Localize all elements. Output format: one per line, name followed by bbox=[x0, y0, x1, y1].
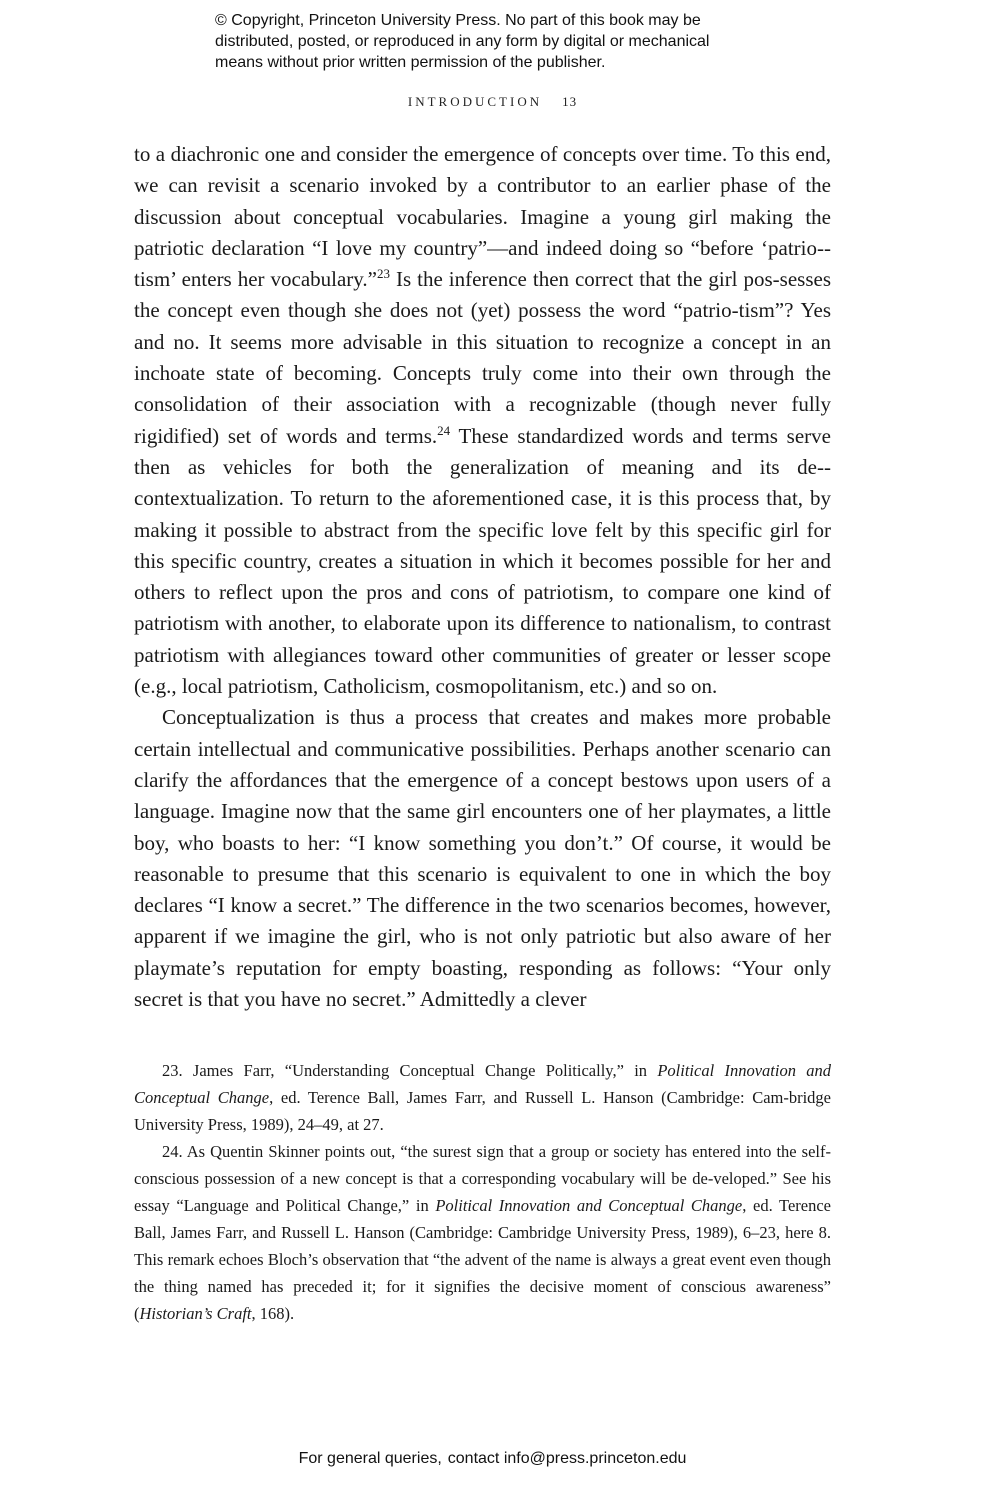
footnote-23-text-b: , ed. Terence Ball, James Farr, and Russell L. Hanson (Cambridge: Cam-bridge University Press, 1989), 24–49, at 27. bbox=[134, 1088, 832, 1134]
footer-label: For general queries, bbox=[298, 1450, 442, 1467]
copyright-line-2: distributed, posted, or reproduced in any form by digital or mechanical bbox=[215, 33, 710, 50]
running-head-section: INTRODUCTION bbox=[407, 94, 543, 109]
footnote-24-text-c: , 168). bbox=[251, 1304, 295, 1323]
paragraph-2: Conceptualization is thus a process that creates and makes more probable certain intellectual and communicative possibilities. Perhaps another scenario can clarify the affordances that the emergence of a concept bestows upon users of a language. Imagine now that the same girl encounters one of her playmates, a little boy, who boasts to her: “I know something you don’t.” Of course, it would be reasonable to presume that this scenario is equivalent to one in which the boy declares “I know a secret.” The difference in the two scenarios becomes, however, apparent if we imagine the girl, who is not only patriotic but also aware of her playmate’s reputation for empty boasting, responding as follows: “Your only secret is that you have no secret.” Admittedly a clever bbox=[134, 705, 831, 1012]
footnote-24-text-b: , ed. Terence Ball, James Farr, and Russell L. Hanson (Cambridge: Cambridge University Press, 1989), 6–23, here 8. This remark echoes Bloch’s observation that “the advent of the name is always a great event even though the thing named has preceded it; for it signifies the decisive moment of conscious awareness” ( bbox=[134, 1196, 831, 1323]
main-text bbox=[134, 139, 831, 1015]
note-ref-24[interactable]: 24 bbox=[437, 422, 451, 438]
paragraph-1 bbox=[134, 139, 831, 702]
footer-contact: contact info@press.princeton.edu bbox=[447, 1450, 687, 1467]
page-number: 13 bbox=[562, 94, 578, 109]
paragraph-1-part-c: These standardized words and terms serve then as vehicles for both the generalization of meaning and its de-contextualization. To return to the aforementioned case, it is this process that, by making it possible to abstract from the specific love felt by this specific girl for this specific country, creates a situation in which it becomes possible for her and others to reflect upon the pros and cons of patriotism, to compare one kind of patriotism with another, to elaborate upon its difference to nationalism, to contrast patriotism with allegiances toward other communities of greater or lesser scope (e.g., local patriotism, Catholicism, cosmopolitanism, etc.) and so on. bbox=[134, 423, 831, 699]
note-ref-23[interactable]: 23 bbox=[377, 266, 391, 282]
footnote-24-title-1: Political Innovation and Conceptual Change bbox=[435, 1196, 743, 1215]
paragraph-1-part-b: Is the inference then correct that the girl pos-sesses the concept even though she does not (yet) possess the word “patrio-tism”? Yes and no. It seems more advisable in this situation to recognize a concept in an inchoate state of becoming. Concepts truly come into their own through the consolidation of their association with a recognizable (though never fully rigidified) set of words and terms. bbox=[134, 267, 831, 448]
paragraph-1-part-a: to a diachronic one and consider the emergence of concepts over time. To this end, we can revisit a scenario invoked by a contributor to an earlier phase of the discussion about conceptual vocabularies. Imagine a young girl making the patriotic declaration “I love my country”—and indeed doing so “before ‘patrio-tism’ enters her vocabulary.” bbox=[134, 142, 831, 292]
copyright-line-3: means without prior written permission of the publisher. bbox=[215, 54, 606, 71]
footnote-23-title: Political Innovation and Conceptual Change bbox=[134, 1061, 831, 1107]
footnotes bbox=[134, 1057, 831, 1327]
footnote-24 bbox=[134, 1138, 831, 1327]
copyright-notice bbox=[215, 10, 815, 73]
running-head bbox=[0, 94, 985, 110]
footer bbox=[0, 1450, 985, 1468]
copyright-line-1: © Copyright, Princeton University Press. No part of this book may be bbox=[215, 12, 701, 29]
footnote-24-title-2: Historian’s Craft bbox=[139, 1304, 252, 1323]
footnote-23 bbox=[134, 1057, 831, 1138]
footnote-23-text-a: 23. James Farr, “Understanding Conceptual Change Politically,” in bbox=[162, 1061, 658, 1080]
footnote-24-text-a: 24. As Quentin Skinner points out, “the surest sign that a group or society has entered into the self-conscious possession of a new concept is that a corresponding vocabulary will be de-veloped.” See his essay “Language and Political Change,” in bbox=[134, 1142, 831, 1215]
